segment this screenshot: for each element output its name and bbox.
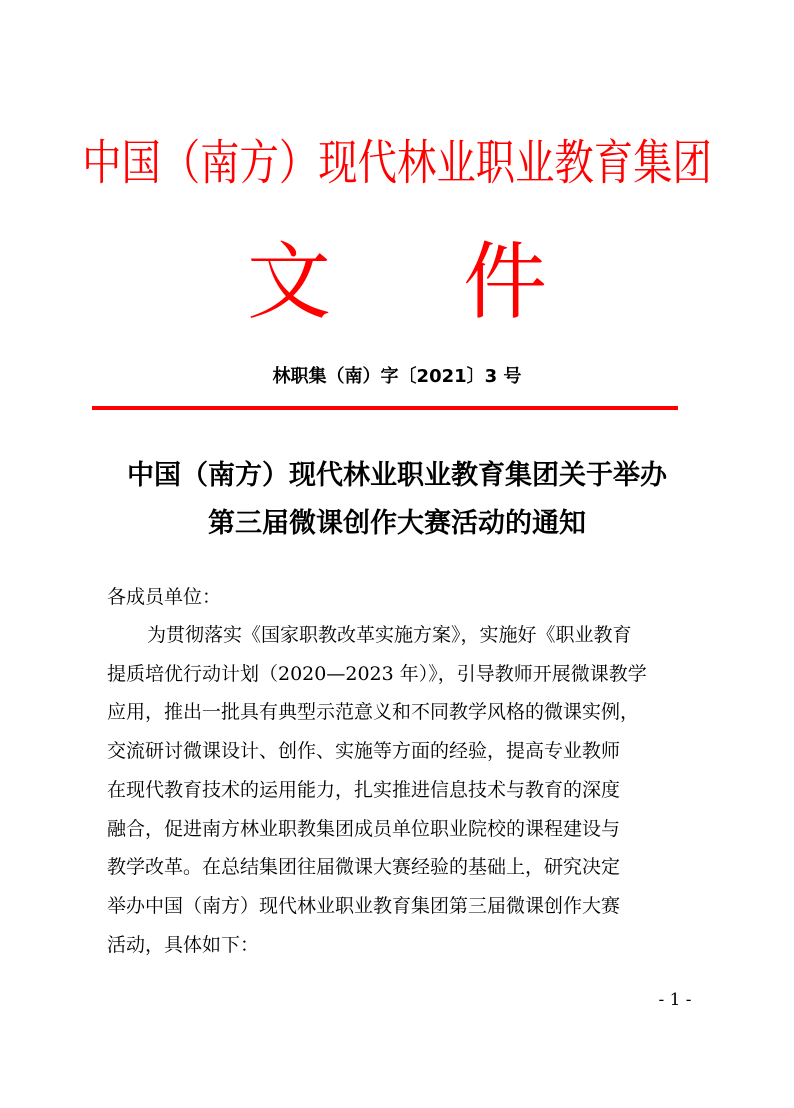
document-type-heading — [0, 232, 794, 332]
paragraph-line: 应用，推出一批具有典型示范意义和不同教学风格的微课实例， — [107, 701, 640, 724]
paragraph-line: 活动，具体如下： — [107, 933, 260, 956]
paragraph-line: 融合，促进南方林业职教集团成员单位职业院校的课程建设与 — [107, 817, 621, 840]
notice-title — [60, 452, 734, 548]
paragraph-line: 举办中国（南方）现代林业职业教育集团第三届微课创作大赛 — [107, 894, 621, 917]
body-paragraph — [107, 616, 687, 964]
paragraph-line: 交流研讨微课设计、创作、实施等方面的经验，提高专业教师 — [107, 740, 621, 763]
page-number: - 1 - — [658, 990, 692, 1010]
red-separator-line — [92, 406, 678, 410]
paragraph-line: 教学改革。在总结集团往届微课大赛经验的基础上，研究决定 — [107, 856, 621, 879]
paragraph-line: 在现代教育技术的运用能力，扎实推进信息技术与教育的深度 — [107, 778, 621, 801]
document-word-wen: 文 — [246, 233, 331, 331]
issuing-organization-name: 中国（南方）现代林业职业教育集团 — [82, 135, 712, 191]
notice-body — [107, 578, 687, 964]
paragraph-line: 为贯彻落实《国家职教改革实施方案》，实施好《职业教育 — [147, 624, 632, 646]
document-word-jian: 件 — [463, 233, 548, 331]
notice-title-line-1: 中国（南方）现代林业职业教育集团关于举办 — [127, 460, 667, 491]
salutation: 各成员单位： — [107, 586, 222, 608]
notice-title-line-2: 第三届微课创作大赛活动的通知 — [208, 508, 586, 539]
paragraph-line: 提质培优行动计划（2020—2023 年）》，引导教师开展微课教学 — [107, 662, 647, 685]
document-number: 林职集（南）字〔2021〕3 号 — [272, 366, 522, 387]
